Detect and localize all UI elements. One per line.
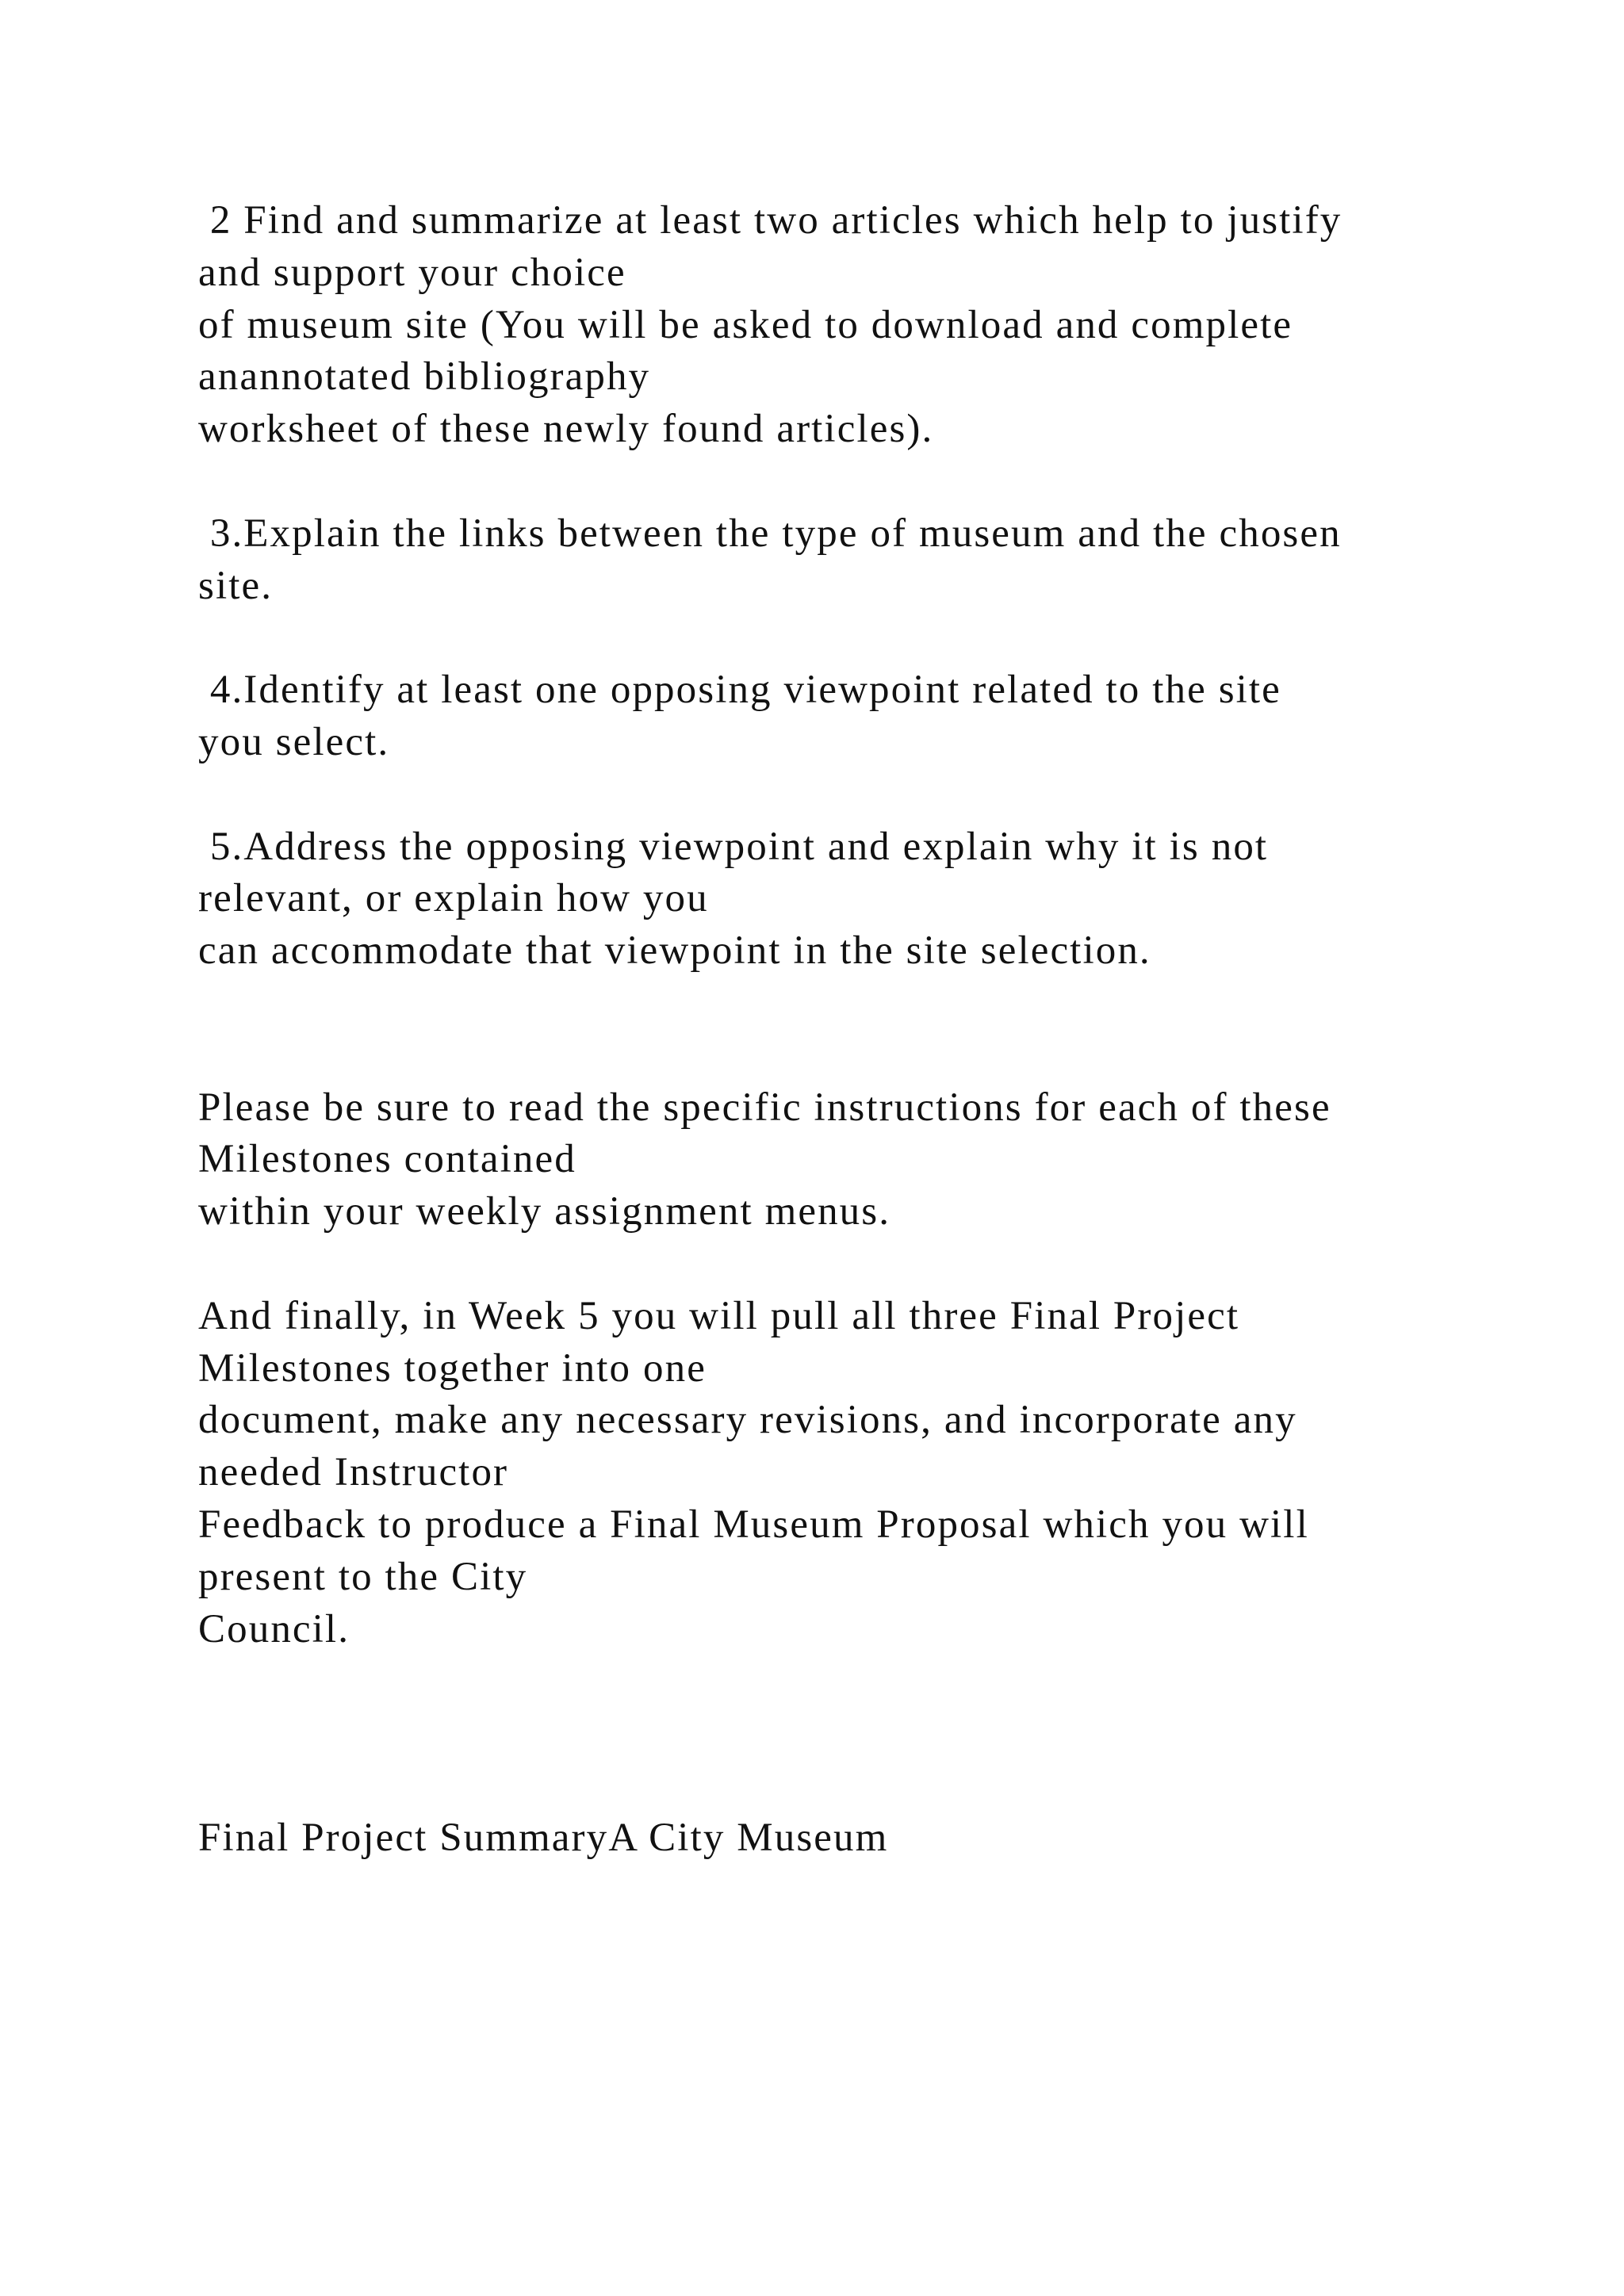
item-5-line-1: 5.Address the opposing viewpoint and explain why it is not [198, 824, 1269, 869]
finally-line-5: Feedback to produce a Final Museum Proposal which you will [198, 1502, 1309, 1547]
item-2-line-5: worksheet of these newly found articles). [198, 407, 934, 452]
finally-line-2: Milestones together into one [198, 1345, 707, 1391]
instructions-line-2: Milestones contained [198, 1137, 576, 1182]
instructions-line-3: within your weekly assignment menus. [198, 1189, 891, 1234]
summary-heading: Final Project SummaryA City Museum [198, 1815, 889, 1860]
item-4-line-2: you select. [198, 719, 390, 764]
finally-line-7: Council. [198, 1606, 350, 1651]
paragraph-gap [198, 1030, 1546, 1082]
finally-line-3: document, make any necessary revisions, and incorporate any [198, 1398, 1297, 1443]
paragraph-gap [198, 456, 1546, 508]
paragraph-gap [198, 1708, 1546, 1760]
item-2-line-2: and support your choice [198, 250, 626, 295]
paragraph-gap [198, 612, 1546, 664]
item-3-line-2: site. [198, 563, 274, 608]
paragraph-gap [198, 769, 1546, 821]
item-4-line-1: 4.Identify at least one opposing viewpoint related to the site [198, 668, 1281, 713]
item-5-line-2: relevant, or explain how you [198, 876, 709, 921]
finally-line-1: And finally, in Week 5 you will pull all three Final Project [198, 1293, 1240, 1338]
instructions-line-1: Please be sure to read the specific instructions for each of these [198, 1085, 1331, 1130]
paragraph-gap [198, 978, 1546, 1030]
item-2-line-3: of museum site (You will be asked to download and complete [198, 302, 1293, 347]
paragraph-gap [198, 1655, 1546, 1708]
item-5-line-3: can accommodate that viewpoint in the site selection. [198, 928, 1151, 974]
paragraph-gap [198, 1238, 1546, 1291]
item-3-line-1: 3.Explain the links between the type of museum and the chosen [198, 511, 1342, 556]
item-2-line-1: 2 Find and summarize at least two articles which help to justify [198, 198, 1342, 243]
item-2-line-4: anannotated bibliography [198, 354, 651, 400]
finally-line-6: present to the City [198, 1554, 528, 1599]
finally-line-4: needed Instructor [198, 1450, 509, 1495]
paragraph-gap [198, 1760, 1546, 1812]
document-body [198, 195, 1546, 1865]
